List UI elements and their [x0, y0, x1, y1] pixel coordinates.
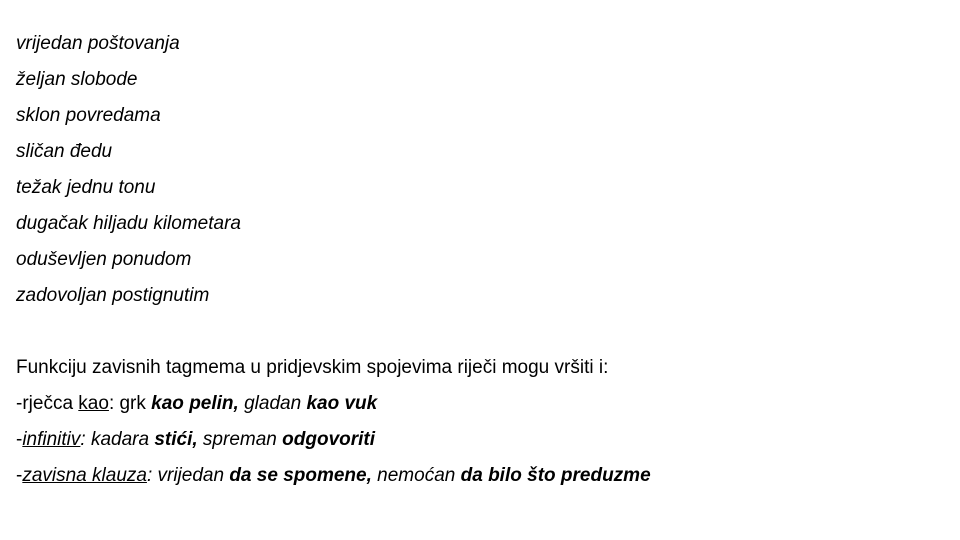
example-item: težak jednu tonu [16, 177, 156, 198]
clause-example-1: da se spomene, [229, 465, 372, 486]
adverb-mid: gladan [238, 393, 307, 414]
clause-line [16, 458, 651, 494]
clause-example-2: da bilo što preduzme [460, 465, 651, 486]
example-item: vrijedan poštovanja [16, 33, 180, 54]
infinitive-example-2: odgovoriti [282, 429, 376, 450]
example-item: dugačak hiljadu kilometara [16, 213, 241, 234]
adverb-example-1: kao pelin, [151, 393, 239, 414]
example-item: sličan đedu [16, 141, 113, 162]
infinitive-prefix: - [16, 429, 23, 450]
adverb-colon: : grk [108, 393, 152, 414]
example-item: oduševljen ponudom [16, 249, 192, 270]
explanation-intro: Funkciju zavisnih tagmema u pridjevskim spojevima riječi mogu vršiti i: [16, 357, 609, 378]
example-list [16, 26, 241, 314]
example-item: sklon povredama [16, 105, 161, 126]
clause-mid: nemoćan [371, 465, 461, 486]
infinitive-colon: : kadara [80, 429, 155, 450]
adverb-line [16, 386, 651, 422]
infinitive-example-1: stići, [154, 429, 198, 450]
infinitive-term: infinitiv [22, 429, 81, 450]
explanation-block [16, 350, 651, 494]
example-item: zadovoljan postignutim [16, 285, 210, 306]
clause-term: zavisna klauza [22, 465, 147, 486]
adverb-prefix: -rječca [16, 393, 79, 414]
infinitive-mid: spreman [197, 429, 283, 450]
clause-colon: : vrijedan [146, 465, 230, 486]
adverb-example-2: kao vuk [306, 393, 378, 414]
clause-prefix: - [16, 465, 23, 486]
adverb-term: kao [78, 393, 109, 414]
example-item: željan slobode [16, 69, 138, 90]
infinitive-line [16, 422, 651, 458]
